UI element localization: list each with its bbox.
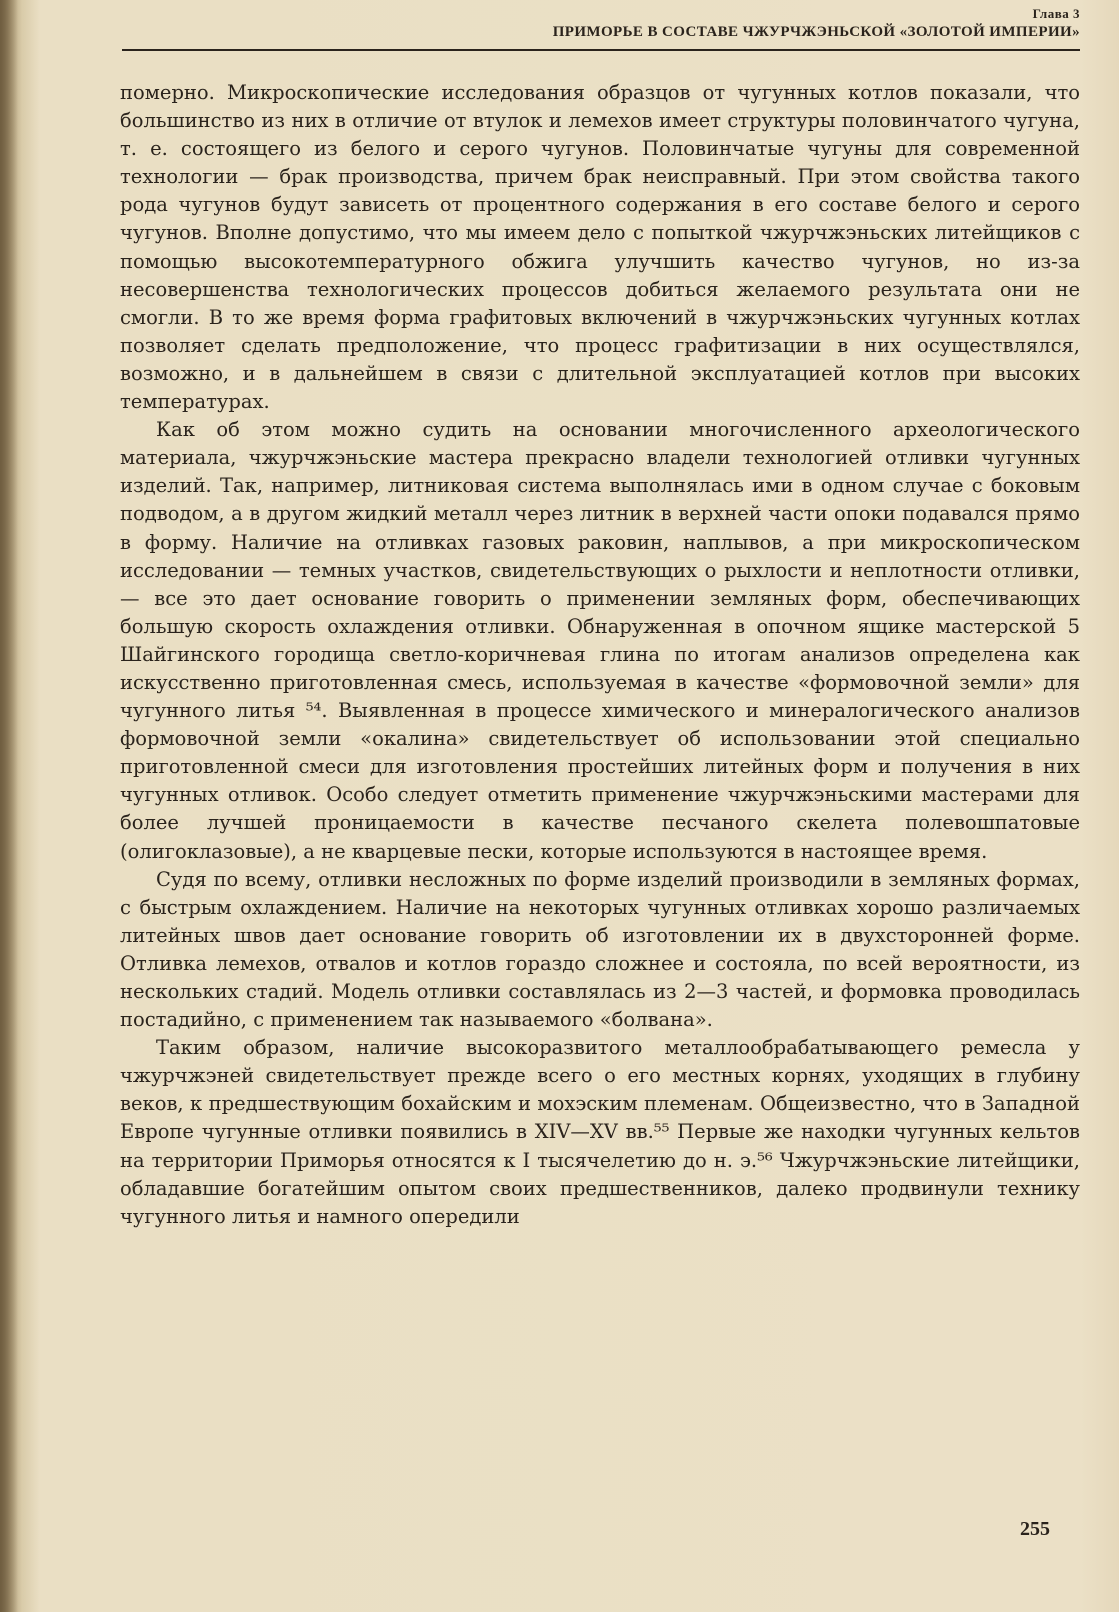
paragraph-2: Как об этом можно судить на основании многочисленного археологического материала, чжурчжэньские мастера прекрасно владели технологией отливки чугунных изделий. Так, например, литниковая система выполнялась ими в одном случае с боковым подводом, а в другом жидкий металл через литник в верхней части опоки подавался прямо в форму. Наличие на отливках газовых раковин, наплывов, а при микроскопическом исследовании — темных участков, свидетельствующих о рыхлости и неплотности отливки,— все это дает основание говорить о применении земляных форм, обеспечивающих большую скорость охлаждения отливки. Обнаруженная в опочном ящике мастерской 5 Шайгинского городища светло-коричневая глина по итогам анализов определена как искусственно приготовленная смесь, используемая в качестве «формовочной земли» для чугунного литья ⁵⁴. Выявленная в процессе химического и минералогического анализов формовочной земли «окалина» свидетельствует об использовании этой специально приготовленной смеси для изготовления простейших литейных форм и получения в них чугунных отливок. Особо следует отметить применение чжурчжэньскими мастерами для более лучшей проницаемости в качестве песчаного скелета полевошпатовые (олигоклазовые), а не кварцевые пески, которые используются в настоящее время. xyxy=(120,418,1080,863)
paragraph-3: Судя по всему, отливки несложных по форме изделий производили в земляных формах, с быстрым охлаждением. Наличие на некоторых чугунных отливках хорошо различаемых литейных швов дает основание говорить об изготовлении их в двухсторонней форме. Отливка лемехов, отвалов и котлов гораздо сложнее и состояла, по всей вероятности, из нескольких стадий. Модель отливки составлялась из 2—3 частей, и формовка проводилась постадийно, с применением так называемого «болвана». xyxy=(120,867,1080,1032)
running-head xyxy=(122,6,1080,42)
paragraph-4: Таким образом, наличие высокоразвитого металлообрабатывающего ремесла у чжурчжэней свидетельствует прежде всего о его местных корнях, уходящих в глубину веков, к предшествующим бохайским и мохэским племенам. Общеизвестно, что в Западной Европе чугунные отливки появились в XIV—XV вв.⁵⁵ Первые же находки чугунных кельтов на территории Приморья относятся к I тысячелетию до н. э.⁵⁶ Чжурчжэньские литейщики, обладавшие богатейшим опытом своих предшественников, далеко продвинули технику чугунного литья и намного опередили xyxy=(120,1036,1080,1228)
chapter-label: Глава 3 xyxy=(1032,6,1080,21)
header-rule xyxy=(122,49,1080,51)
page-number: 255 xyxy=(1020,1518,1050,1540)
body-text xyxy=(120,79,1080,1231)
binding-shadow xyxy=(0,0,18,1612)
paragraph-1: померно. Микроскопические исследования образцов от чугунных котлов показали, что большинство из них в отличие от втулок и лемехов имеет структуры половинчатого чугуна, т. е. состоящего из белого и серого чугунов. Половинчатые чугуны для современной технологии — брак производства, причем брак неисправный. При этом свойства такого рода чугунов будут зависеть от процентного содержания в его составе белого и серого чугунов. Вполне допустимо, что мы имеем дело с попыткой чжурчжэньских литейщиков с помощью высокотемпературного обжига улучшить качество чугунов, но из-за несовершенства технологических процессов добиться желаемого результата они не смогли. В то же время форма графитовых включений в чжурчжэньских чугунных котлах позволяет сделать предположение, что процесс графитизации в них осуществлялся, возможно, и в дальнейшем в связи с длительной эксплуатацией котлов при высоких температурах. xyxy=(120,81,1080,414)
running-title: ПРИМОРЬЕ В СОСТАВЕ ЧЖУРЧЖЭНЬСКОЙ «ЗОЛОТОЙ ИМПЕРИИ» xyxy=(552,24,1080,40)
